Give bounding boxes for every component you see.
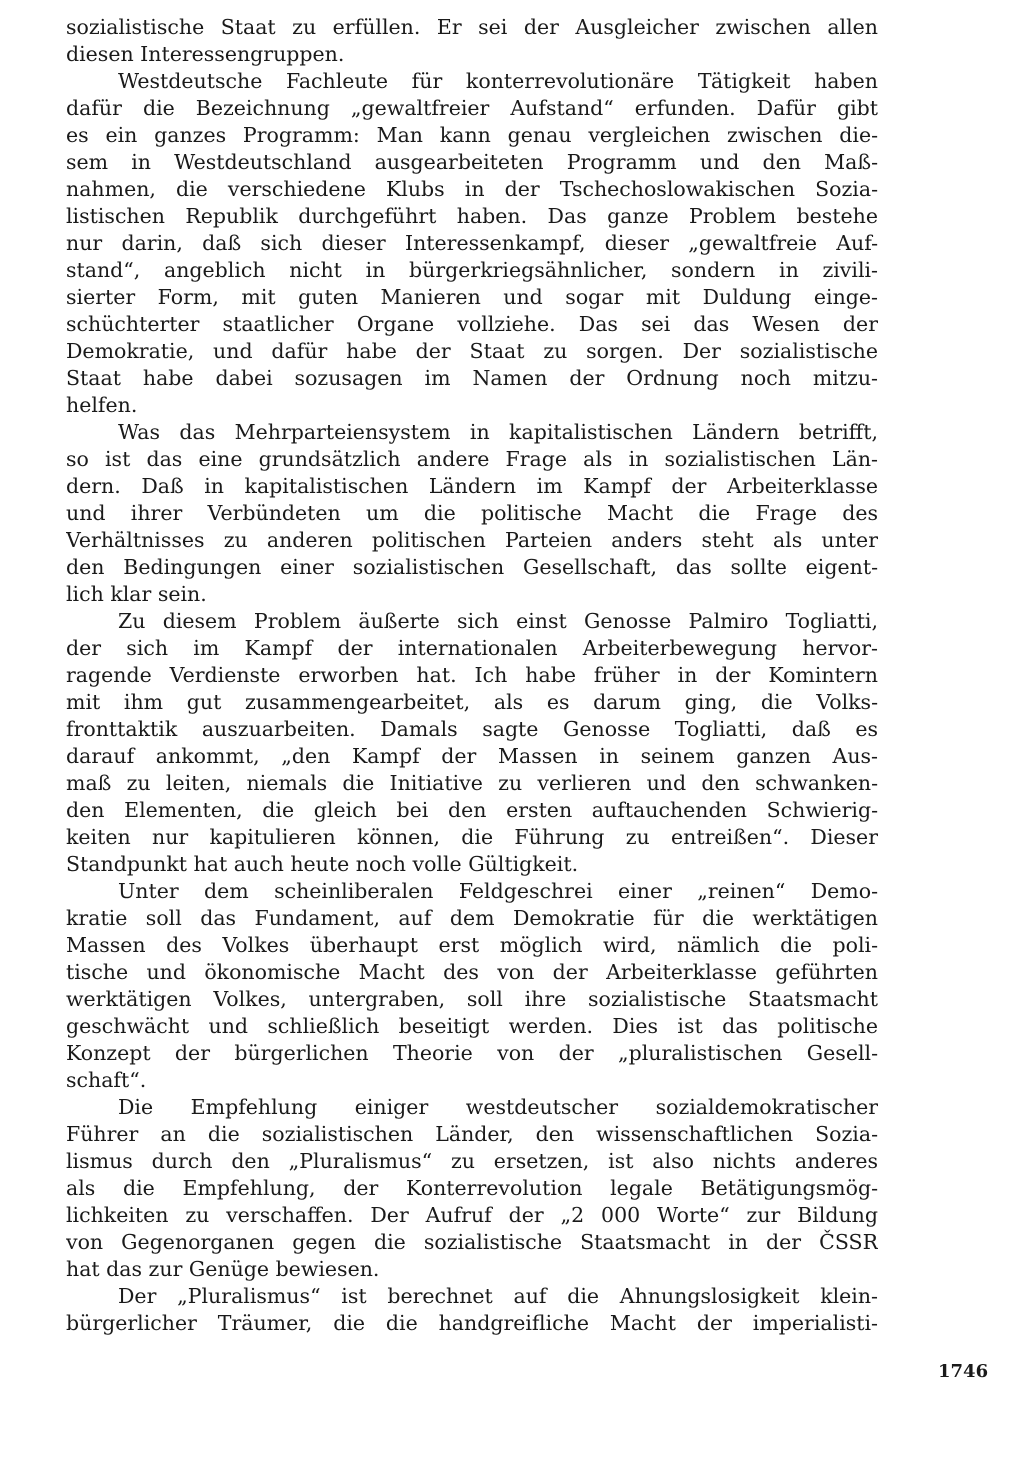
text-line: Zu diesem Problem äußerte sich einst Genosse Palmiro Togliatti, [118, 609, 878, 633]
text-line: Westdeutsche Fachleute für konterrevolutionäre Tätigkeit haben [118, 69, 878, 93]
text-line: nahmen, die verschiedene Klubs in der Tschechoslowakischen Sozia- [66, 177, 878, 201]
text-line: helfen. [66, 393, 138, 417]
text-line: sozialistische Staat zu erfüllen. Er sei der Ausgleicher zwischen allen [66, 15, 878, 39]
text-line: Was das Mehrparteiensystem in kapitalistischen Ländern betrifft, [118, 420, 878, 444]
text-line: nur darin, daß sich dieser Interessenkampf, dieser „gewaltfreie Auf- [66, 231, 878, 255]
text-line: tische und ökonomische Macht des von der Arbeiterklasse geführten [66, 960, 878, 984]
text-line: Führer an die sozialistischen Länder, den wissenschaftlichen Sozia- [66, 1122, 878, 1146]
document-body [66, 14, 878, 1337]
paragraph [66, 1094, 878, 1283]
text-line: Der „Pluralismus“ ist berechnet auf die Ahnungslosigkeit klein- [118, 1284, 878, 1308]
text-line: lichkeiten zu verschaffen. Der Aufruf der „2 000 Worte“ zur Bildung [66, 1203, 878, 1227]
text-line: mit ihm gut zusammengearbeitet, als es darum ging, die Volks- [66, 690, 878, 714]
text-line: es ein ganzes Programm: Man kann genau vergleichen zwischen die- [66, 123, 878, 147]
text-line: fronttaktik auszuarbeiten. Damals sagte Genosse Togliatti, daß es [66, 717, 878, 741]
text-line: hat das zur Genüge bewiesen. [66, 1257, 380, 1281]
paragraph [66, 878, 878, 1094]
page-number: 1746 [938, 1361, 989, 1382]
text-line: werktätigen Volkes, untergraben, soll ihre sozialistische Staatsmacht [66, 987, 878, 1011]
text-line: von Gegenorganen gegen die sozialistische Staatsmacht in der ČSSR [66, 1230, 878, 1254]
text-line: maß zu leiten, niemals die Initiative zu verlieren und den schwanken- [66, 771, 878, 795]
text-line: schüchterter staatlicher Organe vollziehe. Das sei das Wesen der [66, 312, 878, 336]
text-line: schaft“. [66, 1068, 147, 1092]
text-line: dern. Daß in kapitalistischen Ländern im Kampf der Arbeiterklasse [66, 474, 878, 498]
text-line: diesen Interessengruppen. [66, 42, 345, 66]
text-line: kratie soll das Fundament, auf dem Demokratie für die werktätigen [66, 906, 878, 930]
text-line: geschwächt und schließlich beseitigt werden. Dies ist das politische [66, 1014, 878, 1038]
text-line: listischen Republik durchgeführt haben. Das ganze Problem bestehe [66, 204, 878, 228]
paragraph [66, 68, 878, 419]
text-line: Demokratie, und dafür habe der Staat zu sorgen. Der sozialistische [66, 339, 878, 363]
text-line: ragende Verdienste erworben hat. Ich habe früher in der Komintern [66, 663, 878, 687]
text-line: stand“, angeblich nicht in bürgerkriegsähnlicher, sondern in zivili- [66, 258, 878, 282]
text-line: bürgerlicher Träumer, die die handgreifliche Macht der imperialisti- [66, 1311, 878, 1335]
text-line: Konzept der bürgerlichen Theorie von der „pluralistischen Gesell- [66, 1041, 878, 1065]
text-line: den Bedingungen einer sozialistischen Gesellschaft, das sollte eigent- [66, 555, 878, 579]
text-line: dafür die Bezeichnung „gewaltfreier Aufstand“ erfunden. Dafür gibt [66, 96, 878, 120]
paragraph [66, 419, 878, 608]
text-line: darauf ankommt, „den Kampf der Massen in seinem ganzen Aus- [66, 744, 878, 768]
text-line: keiten nur kapitulieren können, die Führung zu entreißen“. Dieser [66, 825, 878, 849]
text-line: sem in Westdeutschland ausgearbeiteten Programm und den Maß- [66, 150, 878, 174]
text-line: Verhältnisses zu anderen politischen Parteien anders steht als unter [66, 528, 878, 552]
text-line: Staat habe dabei sozusagen im Namen der Ordnung noch mitzu- [66, 366, 878, 390]
text-line: als die Empfehlung, der Konterrevolution legale Betätigungsmög- [66, 1176, 878, 1200]
text-line: den Elementen, die gleich bei den ersten auftauchenden Schwierig- [66, 798, 878, 822]
text-line: Die Empfehlung einiger westdeutscher sozialdemokratischer [118, 1095, 878, 1119]
text-line: sierter Form, mit guten Manieren und sogar mit Duldung einge- [66, 285, 878, 309]
paragraph [66, 14, 878, 68]
text-line: so ist das eine grundsätzlich andere Frage als in sozialistischen Län- [66, 447, 878, 471]
text-line: Standpunkt hat auch heute noch volle Gültigkeit. [66, 852, 579, 876]
text-line: Unter dem scheinliberalen Feldgeschrei einer „reinen“ Demo- [118, 879, 878, 903]
text-line: lich klar sein. [66, 582, 207, 606]
text-line: und ihrer Verbündeten um die politische Macht die Frage des [66, 501, 878, 525]
paragraph [66, 608, 878, 878]
text-line: der sich im Kampf der internationalen Arbeiterbewegung hervor- [66, 636, 878, 660]
text-line: Massen des Volkes überhaupt erst möglich wird, nämlich die poli- [66, 933, 878, 957]
text-line: lismus durch den „Pluralismus“ zu ersetzen, ist also nichts anderes [66, 1149, 878, 1173]
paragraph [66, 1283, 878, 1337]
